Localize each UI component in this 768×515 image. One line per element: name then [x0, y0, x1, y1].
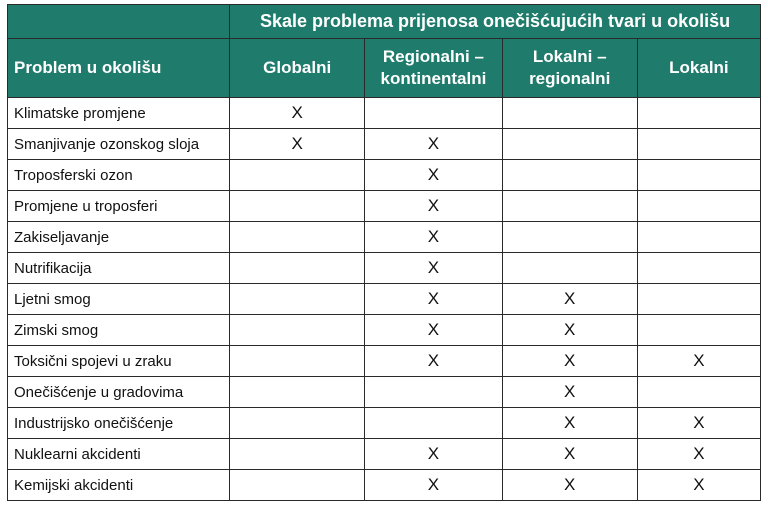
- mark-lokalni: X: [637, 408, 760, 439]
- mark-lokalni: X: [637, 470, 760, 501]
- mark-lokalni: [637, 253, 760, 284]
- mark-lokalni-regionalni: [502, 160, 637, 191]
- mark-globalni: [230, 315, 365, 346]
- mark-globalni: [230, 284, 365, 315]
- mark-regionalni-kontinentalni: X: [365, 346, 502, 377]
- mark-lokalni: [637, 191, 760, 222]
- table-row: [8, 408, 761, 439]
- pollution-scale-table: [7, 4, 761, 501]
- mark-lokalni-regionalni: [502, 222, 637, 253]
- mark-globalni: [230, 346, 365, 377]
- mark-globalni: X: [230, 129, 365, 160]
- mark-lokalni-regionalni: X: [502, 439, 637, 470]
- problem-name: Industrijsko onečišćenje: [8, 408, 230, 439]
- mark-regionalni-kontinentalni: X: [365, 315, 502, 346]
- mark-lokalni-regionalni: X: [502, 284, 637, 315]
- mark-regionalni-kontinentalni: X: [365, 191, 502, 222]
- mark-regionalni-kontinentalni: X: [365, 470, 502, 501]
- mark-regionalni-kontinentalni: X: [365, 129, 502, 160]
- problem-name: Promjene u troposferi: [8, 191, 230, 222]
- problem-name: Nutrifikacija: [8, 253, 230, 284]
- mark-lokalni-regionalni: X: [502, 315, 637, 346]
- table-row: [8, 129, 761, 160]
- problem-name: Klimatske promjene: [8, 98, 230, 129]
- mark-lokalni: [637, 160, 760, 191]
- mark-lokalni-regionalni: X: [502, 408, 637, 439]
- table-row: [8, 346, 761, 377]
- problem-name: Nuklearni akcidenti: [8, 439, 230, 470]
- mark-regionalni-kontinentalni: X: [365, 284, 502, 315]
- mark-lokalni-regionalni: X: [502, 377, 637, 408]
- mark-globalni: [230, 377, 365, 408]
- mark-regionalni-kontinentalni: X: [365, 160, 502, 191]
- mark-regionalni-kontinentalni: [365, 408, 502, 439]
- table-row: [8, 160, 761, 191]
- table-row: [8, 222, 761, 253]
- super-header: Skale problema prijenosa onečišćujućih tvari u okolišu: [230, 5, 761, 39]
- mark-lokalni: [637, 377, 760, 408]
- table-row: [8, 377, 761, 408]
- mark-globalni: [230, 470, 365, 501]
- mark-lokalni-regionalni: [502, 129, 637, 160]
- problem-name: Zimski smog: [8, 315, 230, 346]
- mark-lokalni-regionalni: [502, 253, 637, 284]
- problem-name: Toksični spojevi u zraku: [8, 346, 230, 377]
- column-header-regionalni-kontinentalni: Regionalni – kontinentalni: [365, 39, 502, 98]
- table-row: [8, 315, 761, 346]
- mark-regionalni-kontinentalni: X: [365, 222, 502, 253]
- problem-name: Zakiseljavanje: [8, 222, 230, 253]
- mark-globalni: [230, 222, 365, 253]
- mark-lokalni-regionalni: [502, 191, 637, 222]
- column-header-lokalni: Lokalni: [637, 39, 760, 98]
- mark-lokalni: [637, 284, 760, 315]
- mark-globalni: [230, 439, 365, 470]
- mark-lokalni: X: [637, 346, 760, 377]
- table-row: [8, 98, 761, 129]
- mark-lokalni-regionalni: X: [502, 470, 637, 501]
- mark-lokalni-regionalni: X: [502, 346, 637, 377]
- mark-globalni: X: [230, 98, 365, 129]
- table-row: [8, 439, 761, 470]
- mark-regionalni-kontinentalni: X: [365, 253, 502, 284]
- mark-lokalni: [637, 129, 760, 160]
- mark-globalni: [230, 191, 365, 222]
- problem-name: Smanjivanje ozonskog sloja: [8, 129, 230, 160]
- mark-lokalni: [637, 98, 760, 129]
- row-header: Problem u okolišu: [8, 39, 230, 98]
- mark-globalni: [230, 408, 365, 439]
- mark-regionalni-kontinentalni: [365, 98, 502, 129]
- mark-lokalni: [637, 222, 760, 253]
- mark-lokalni: [637, 315, 760, 346]
- mark-lokalni-regionalni: [502, 98, 637, 129]
- mark-globalni: [230, 160, 365, 191]
- table-row: [8, 470, 761, 501]
- mark-globalni: [230, 253, 365, 284]
- column-header-lokalni-regionalni: Lokalni – regionalni: [502, 39, 637, 98]
- header-corner-cell: [8, 5, 230, 39]
- problem-name: Kemijski akcidenti: [8, 470, 230, 501]
- problem-name: Onečišćenje u gradovima: [8, 377, 230, 408]
- table-row: [8, 253, 761, 284]
- table-row: [8, 191, 761, 222]
- mark-lokalni: X: [637, 439, 760, 470]
- mark-regionalni-kontinentalni: X: [365, 439, 502, 470]
- mark-regionalni-kontinentalni: [365, 377, 502, 408]
- problem-name: Troposferski ozon: [8, 160, 230, 191]
- column-header-globalni: Globalni: [230, 39, 365, 98]
- table-row: [8, 284, 761, 315]
- problem-name: Ljetni smog: [8, 284, 230, 315]
